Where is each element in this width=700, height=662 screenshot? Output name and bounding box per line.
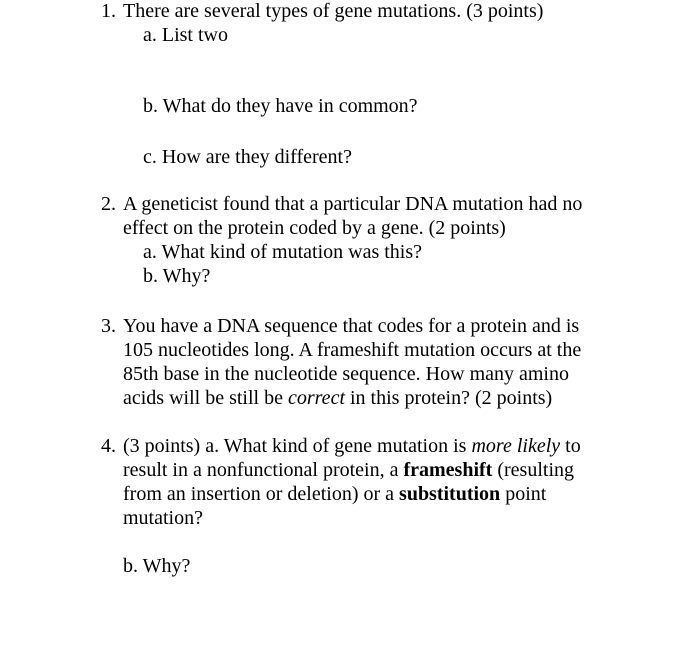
question-3-line-4-text: acids will be still be [123,387,288,409]
question-4-line-1 [123,434,581,458]
question-3-number: 3. [101,315,116,337]
question-2-line-1: A geneticist found that a particular DNA mutation had no [123,193,583,215]
question-4-emphasis-more-likely: more likely [471,435,561,457]
question-1-part-a: a. List two [143,24,228,46]
question-4-line-2 [123,458,574,482]
question-4-number: 4. [101,435,116,457]
question-1-part-c: c. How are they different? [143,146,352,168]
question-4-line-4: mutation? [123,507,203,529]
question-1-part-b: b. What do they have in common? [143,95,418,117]
question-4-part-b: b. Why? [123,555,191,577]
question-4-line-3 [123,482,546,506]
question-4-bold-substitution: substitution [399,483,501,505]
question-2-part-a: a. What kind of mutation was this? [143,241,423,263]
question-1-stem: There are several types of gene mutations. (3 points) [123,0,544,22]
question-4-line-1-text: (3 points) a. What kind of gene mutation is [123,435,472,457]
question-3-line-4-tail: in this protein? (2 points) [345,387,553,409]
question-2-part-b: b. Why? [143,265,211,287]
question-4-line-2-tail: (resulting [492,459,574,481]
question-4-bold-frameshift: frameshift [403,459,493,481]
question-1-number: 1. [101,0,116,22]
question-4-line-3-tail: point [500,483,547,505]
question-4-line-1-tail: to [560,435,581,457]
question-3-line-4 [123,386,552,410]
question-2-number: 2. [101,193,116,215]
question-3-emphasis-correct: correct [287,387,345,409]
question-3-line-3: 85th base in the nucleotide sequence. How many amino [123,363,569,385]
question-3-line-2: 105 nucleotides long. A frameshift mutation occurs at the [123,339,582,361]
question-4-line-3-text: from an insertion or deletion) or a [123,483,400,505]
question-3-line-1: You have a DNA sequence that codes for a protein and is [123,315,580,337]
question-2-line-2: effect on the protein coded by a gene. (2 points) [123,217,506,239]
question-4-line-2-text: result in a nonfunctional protein, a [123,459,404,481]
